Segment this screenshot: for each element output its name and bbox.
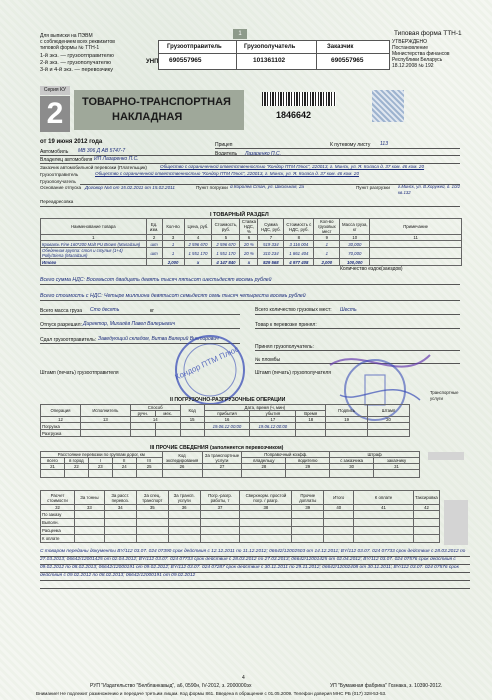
goods-cell [370,241,462,248]
page-number: 4 [242,675,245,681]
goods-cell: Обеденная группа: стол и стулья (1+4) Polly/Siena (Малайзия) [41,248,147,259]
goods-cell: 829 568 [258,259,284,266]
info-n: 25 [136,464,162,470]
goods-total-row [41,259,462,266]
ops-title: II ПОГРУЗОЧНО-РАЗГРУЗОЧНЫЕ ОПЕРАЦИИ [170,397,286,403]
calc-n: 33 [74,505,104,511]
left-note-1: Для выписки на ПЭВМ [40,33,93,39]
goods-title: I ТОВАРНЫЙ РАЗДЕЛ [210,212,269,218]
copy-1: 1-й экз. — грузоотправителю [40,53,114,59]
goods-cell: 3 116 004 [284,241,314,248]
shipper-unp-label: Грузоотправитель [167,44,222,50]
shipper-label: Грузоотправитель [40,172,79,177]
basis-value: Договор №6 от 15.02.2011 от 15.02.2011 [85,185,175,190]
barcode [262,92,336,106]
unp-divider [159,53,389,54]
calc-n: 39 [292,505,324,511]
info-n: 24 [112,464,136,470]
goods-cell: х [240,259,258,266]
ops-cell: Погрузка [41,423,81,430]
ops-table [40,404,410,437]
goods-cell: 2,000 [314,259,340,266]
goods-cell: Кровать Fine 160*200 Malt PU Brown (Малайзия) [41,241,147,248]
released-value: Директор, Михалёв Павел Валерьевич [83,321,175,327]
calc-h: За спец. транспорт [136,491,168,505]
unloading-label: Пункт разгрузки [356,185,390,190]
info-sub: владельцу [242,458,286,464]
calc-h: К оплате [354,491,414,505]
info-n: 23 [88,464,112,470]
ops-cell [130,423,155,430]
ops-cell [80,423,130,430]
trailer-label: Прицеп [215,142,233,148]
customer-value: Общество с ограниченной ответственностью "Кондор ПТМ Плюс", 220013, г. Минск, ул. Я. Коласа д. 37 ком. 46 ком. 20 [160,164,425,169]
line-total [40,300,460,301]
info-n: 21 [41,464,65,470]
waybill-no: 113 [380,141,388,147]
owner-label: Владелец автомобиля [40,157,93,163]
approved-5: 18.12.2008 № 192 [392,63,434,69]
loading-label: Пункт погрузки [196,185,228,190]
calc-n: 32 [41,505,75,511]
warning-text: Внимание! Не подлежит размножению и передаче третьим лицам. Код формы 861. Введена в обращение с 01.05.2009. Телефон доверия МНС РБ (017) 328-53-53. [36,691,387,696]
left-note-3: типовой формы № ТТН-1 [40,45,100,51]
unloading-value: г.Минск, ул. В.Хоружей, д. 10/2 кв.132 [398,184,461,195]
ops-h-sign: Подпись [326,405,368,417]
consignee-label: Грузополучатель [40,179,76,184]
goods-cell: 1 551 170 [184,248,212,259]
ops-side-label: Транспортные услуги [430,390,459,401]
unp-vdiv-1 [236,41,237,69]
printer-left: РУП "Издательство "Белбланкавыд", а6, 0590н, IV-2012, з. 2000000эх [90,683,252,689]
line-att-1 [40,556,470,557]
goods-row [41,248,462,259]
calc-h: Прочие доплаты [292,491,324,505]
hologram-patch [372,90,404,122]
info-sub: I [88,458,112,464]
goods-cell: 1 [162,241,184,248]
ops-cell [296,423,326,430]
unp-vdiv-2 [316,41,317,69]
calc-table [40,490,440,543]
customer-unp: 690557965 [331,57,364,64]
goods-cell: 1 551 170 [212,248,240,259]
goods-h-3: Цена, руб. [184,219,212,235]
ops-cell [180,423,204,430]
goods-cell: 1 [162,248,184,259]
calc-h: Итого [324,491,354,505]
auto-value: МВ 306 Д АВ 5747-7 [78,148,126,154]
info-table [40,451,420,478]
ops-cell: Разгрузка [41,430,81,437]
goods-cell: 70,000 [340,248,370,259]
info-n: 30 [330,464,374,470]
approved-4: Республики Беларусь [392,57,443,63]
goods-cell [370,259,462,266]
consignee-unp-label: Грузополучатель [244,44,296,50]
goods-cell [370,248,462,259]
ops-n: 13 [80,417,130,423]
consignee-unp: 101361102 [253,57,286,64]
ops-n: 19 [326,417,368,423]
ops-h-exec: Исполнитель [80,405,130,417]
info-sub: в город [64,458,88,464]
goods-cell: 310 234 [258,248,284,259]
goods-n-6: 6 [240,235,258,241]
goods-h-4: Стоимость, руб. [212,219,240,235]
ops-h-arrival: прибытия [204,411,250,417]
calc-row [41,527,440,535]
places-total-value: Шесть [340,307,357,313]
info-n: 27 [202,464,242,470]
line-att-4 [40,580,470,581]
gray-box-2 [444,500,468,545]
goods-cell: шт [146,241,162,248]
info-empty-row [41,470,420,478]
doc-title-1: ТОВАРНО-ТРАНСПОРТНАЯ [82,96,231,108]
info-sub: с заказчика [330,458,374,464]
goods-h-9: Масса груза, кг [340,219,370,235]
unp-label: УНП [146,59,159,65]
info-sub: заказчику [374,458,420,464]
gray-box-1 [428,452,464,460]
calc-n: 35 [136,505,168,511]
goods-cell: 1 861 404 [284,248,314,259]
calc-n: 41 [354,505,414,511]
line-weight [40,314,240,315]
goods-cell: 4 147 840 [212,259,240,266]
owner-value: ИП Лазаренко П.С. [94,156,139,162]
ops-cell [155,423,180,430]
goods-cell: 30,000 [340,241,370,248]
ops-h-duration: Время [296,411,326,417]
shipper-unp: 690557965 [169,57,202,64]
goods-h-0: Наименование товара [41,219,147,235]
seal-label: № пломбы [255,357,281,363]
customer-unp-label: Заказчик [327,44,354,50]
info-sub: всего [41,458,65,464]
vat-sum: Всего сумма НДС: Восемьсот двадцать девять тысяч пятьсот шестьдесят восемь рублей [40,277,272,283]
line-att-5 [40,588,470,589]
reload-label: Переадресовка [40,199,74,204]
ops-n: 17 [250,417,296,423]
goods-h-5: Ставка НДС, % [241,219,256,234]
weight-value: Сто десять [90,307,120,313]
form-title: Типовая форма ТТН-1 [394,30,462,37]
ops-n: 15 [180,417,204,423]
calc-n: 42 [413,505,439,511]
accepted-label: Товар к перевозке принял: [255,322,317,328]
loading-value: д.Королев Стан, ул. Школьная, 2а [230,184,305,189]
goods-cell: 2 596 670 [184,241,212,248]
calc-row-label: К оплате [41,535,75,543]
ops-h-method: Способ [130,405,180,411]
ops-cell: 19.06.12 00:00 [204,423,250,430]
approved-1: УТВЕРЖДЕНО [392,39,428,45]
info-n: 22 [64,464,88,470]
ops-n: 14 [130,417,180,423]
goods-cell: Итого [41,259,147,266]
doc-title-2: НАКЛАДНАЯ [112,111,183,123]
ops-row-unloading [41,430,410,437]
places-label: Количество ездок(заездов) [340,266,403,272]
info-sub: II [112,458,136,464]
info-sub: III [136,458,162,464]
goods-cell: 1 [314,241,340,248]
ops-cell [326,423,368,430]
calc-h: За трансп. услуги [168,491,200,505]
copy-3: 3-й и 4-й экз. — перевозчику [40,67,113,73]
calc-h: Таксировка [413,491,439,505]
goods-cell: 1 [314,248,340,259]
ops-n: 18 [296,417,326,423]
info-n: 26 [162,464,202,470]
info-h-coef: Поправочный коэфф. [242,452,330,458]
doc-number: 1846642 [276,110,312,120]
stamp-text: Кондор ПТМ Плюс [173,344,241,382]
goods-cell [146,259,162,266]
calc-row [41,511,440,519]
shipper-value: Общество с ограниченной ответственностью "Кондор ПТМ Плюс", 220013, г. Минск, ул. Я. Коласа д. 37 ком. 46 ком. 20 [95,171,360,176]
goods-h-2: Кол-во [162,219,184,235]
info-n: 28 [242,464,286,470]
party-unp-box [158,40,390,70]
approved-2: Постановление [392,45,429,51]
calc-h: Расчет стоимости [41,491,75,505]
goods-cell: 100,000 [340,259,370,266]
released-label: Отпуск разрешил: [40,322,82,328]
ops-cell [368,423,410,430]
approved-3: Министерства финансов [392,51,450,57]
driver-label: Водитель [215,151,238,157]
goods-h-7: Стоимость с НДС, руб. [284,219,314,235]
ops-h-departure: убытия [250,411,296,417]
calc-row-label: По заказу [41,511,75,519]
calc-header-row [41,491,440,505]
calc-n: 38 [240,505,292,511]
title-band [74,90,244,130]
goods-row [41,241,462,248]
goods-n-9: 9 [314,235,340,241]
goods-cell: х [184,259,212,266]
driver-value: Лазаренко П.С. [245,151,282,157]
basis-label: Основание отпуска [40,185,82,190]
line-att-3 [40,572,470,573]
goods-cell: 4 977 408 [284,259,314,266]
ops-n: 20 [368,417,410,423]
attachments-text: С товаром переданы документы BY/112 03.07. 024 07390 срок действия с 12.12.2011 по 11.12.2012; 06642/12002503 от 14.12.2011; BY/112 03.07. 024 07733 срок действия с 28.03.2012 по 27.03.2013; 06642/12001425 от 02.04.2012; BY/112 03.07. 024 07733 срок действия с 28.03.2012 по 27.03.2013; 06642/12001425 от 02.04.2012; BY/112 03.07. 024 07576 срок действия с 09.02.2012 по 08.02.2013; 06642/12000191 от 09.02.2012; BY/112 03.07. 024 07287 срок действия с 30.11.2011 по 29.11.2012; 06642/12002408 от 30.11.2011; BY/112 03.07. 024 07576 срок действия с 09.02.2012 по 08.02.2013; 06642/12000191 от 09.02.2012 [40,549,466,578]
line-reload [40,206,460,207]
ops-n: 12 [41,417,81,423]
page-mark: 1 [233,29,247,39]
doc-date: от 19 июня 2012 года [40,139,103,145]
auto-label: Автомобиль [40,149,69,155]
calc-row [41,535,440,543]
info-h-fine: Штраф [330,452,420,458]
goods-h-6: Сумма НДС, руб. [258,219,284,235]
line-accepted [255,328,460,329]
goods-n-10: 10 [340,235,370,241]
calc-h: Погр.-разгр. работы, т [200,491,240,505]
goods-n-2: 2 [146,235,162,241]
calc-n: 34 [104,505,136,511]
calc-h: Сверхнорм. простой погр. / разгр. [240,491,292,505]
stamp-right-label: Штамп (печать) грузополучателя [255,370,331,376]
goods-cell: 2 596 670 [212,241,240,248]
ops-h-time: Дата, время (ч, мин) [204,405,326,411]
calc-h: За тонны [74,491,104,505]
goods-n-4: 4 [184,235,212,241]
customer-label: Заказчик автомобильной перевозки (Плательщик) [40,165,147,170]
calc-row-label: Выполн. [41,519,75,527]
goods-header-row [41,219,462,235]
info-n: 29 [286,464,330,470]
total-sum: Всего стоимость с НДС: Четыре миллиона девятьсот семьдесят семь тысяч четыреста восемь рублей [40,293,306,299]
goods-cell: шт [146,248,162,259]
goods-cell: 20 % [240,248,258,259]
info-h-transport: За транспортные услуги [202,452,242,464]
goods-h-8: Кол-во грузовых мест [314,219,340,235]
goods-cell: 2,000 [162,259,184,266]
ops-cell: 19.06.12 00:00 [250,423,296,430]
series-label: Серия КУ [40,86,70,95]
ops-n: 16 [204,417,250,423]
goods-n-8: 8 [284,235,314,241]
weight-unit: кг [150,308,155,314]
goods-cell: 20 % [240,241,258,248]
goods-n-5: 5 [212,235,240,241]
line-places [255,314,460,315]
ops-h-mech: мех. [155,411,180,417]
calc-h: За расст. перевоз. [104,491,136,505]
info-h-code: Код экспедирования [162,452,202,464]
goods-cell: 519 334 [258,241,284,248]
copy-2: 2-й экз. — грузополучателю [40,60,111,66]
info-h-distance: Расстояние перевозки по группам дорог, км [41,452,163,458]
goods-n-7: 7 [258,235,284,241]
goods-n-3: 3 [162,235,184,241]
ops-h-manual: ручн. [130,411,155,417]
calc-row [41,519,440,527]
ops-h-stamp: Штамп [368,405,410,417]
line-att-2 [40,564,470,565]
calc-n: 40 [324,505,354,511]
info-title: III ПРОЧИЕ СВЕДЕНИЯ (заполняется перевозчиком) [150,445,284,451]
line-trailer [215,148,460,149]
handed-label: Сдал грузоотправитель: [40,337,97,343]
ops-row-loading [41,423,410,430]
left-note-2: с соблюдением всех реквизитов [40,39,115,45]
calc-row-label: Расценка [41,527,75,535]
line-vat [40,284,460,285]
printer-right: УП "Бумажная фабрика" Гознака, з. 10390-2012. [330,683,443,689]
received-label: Принял грузополучатель: [255,344,314,350]
info-sub: водителю [286,458,330,464]
goods-n-1: 1 [41,235,147,241]
goods-h-1: Ед. изм. [146,219,162,235]
waybill-label: К путевому листу [330,142,371,148]
goods-h-10: Примечание [370,219,462,235]
places-total-label: Всего количество грузовых мест: [255,307,332,313]
ops-h-op: Операция [41,405,81,417]
big-number: 2 [40,96,70,132]
info-n: 31 [374,464,420,470]
goods-n-11: 11 [370,235,462,241]
stamp-left-label: Штамп (печать) грузоотправителя [40,370,119,376]
calc-n: 37 [200,505,240,511]
handed-value: Заведующий складом, Витва Валерий Викторович [98,336,219,342]
calc-n: 36 [168,505,200,511]
weight-label: Всего масса груза [40,308,83,314]
ops-h-code: Код [180,405,204,417]
goods-table [40,218,462,266]
